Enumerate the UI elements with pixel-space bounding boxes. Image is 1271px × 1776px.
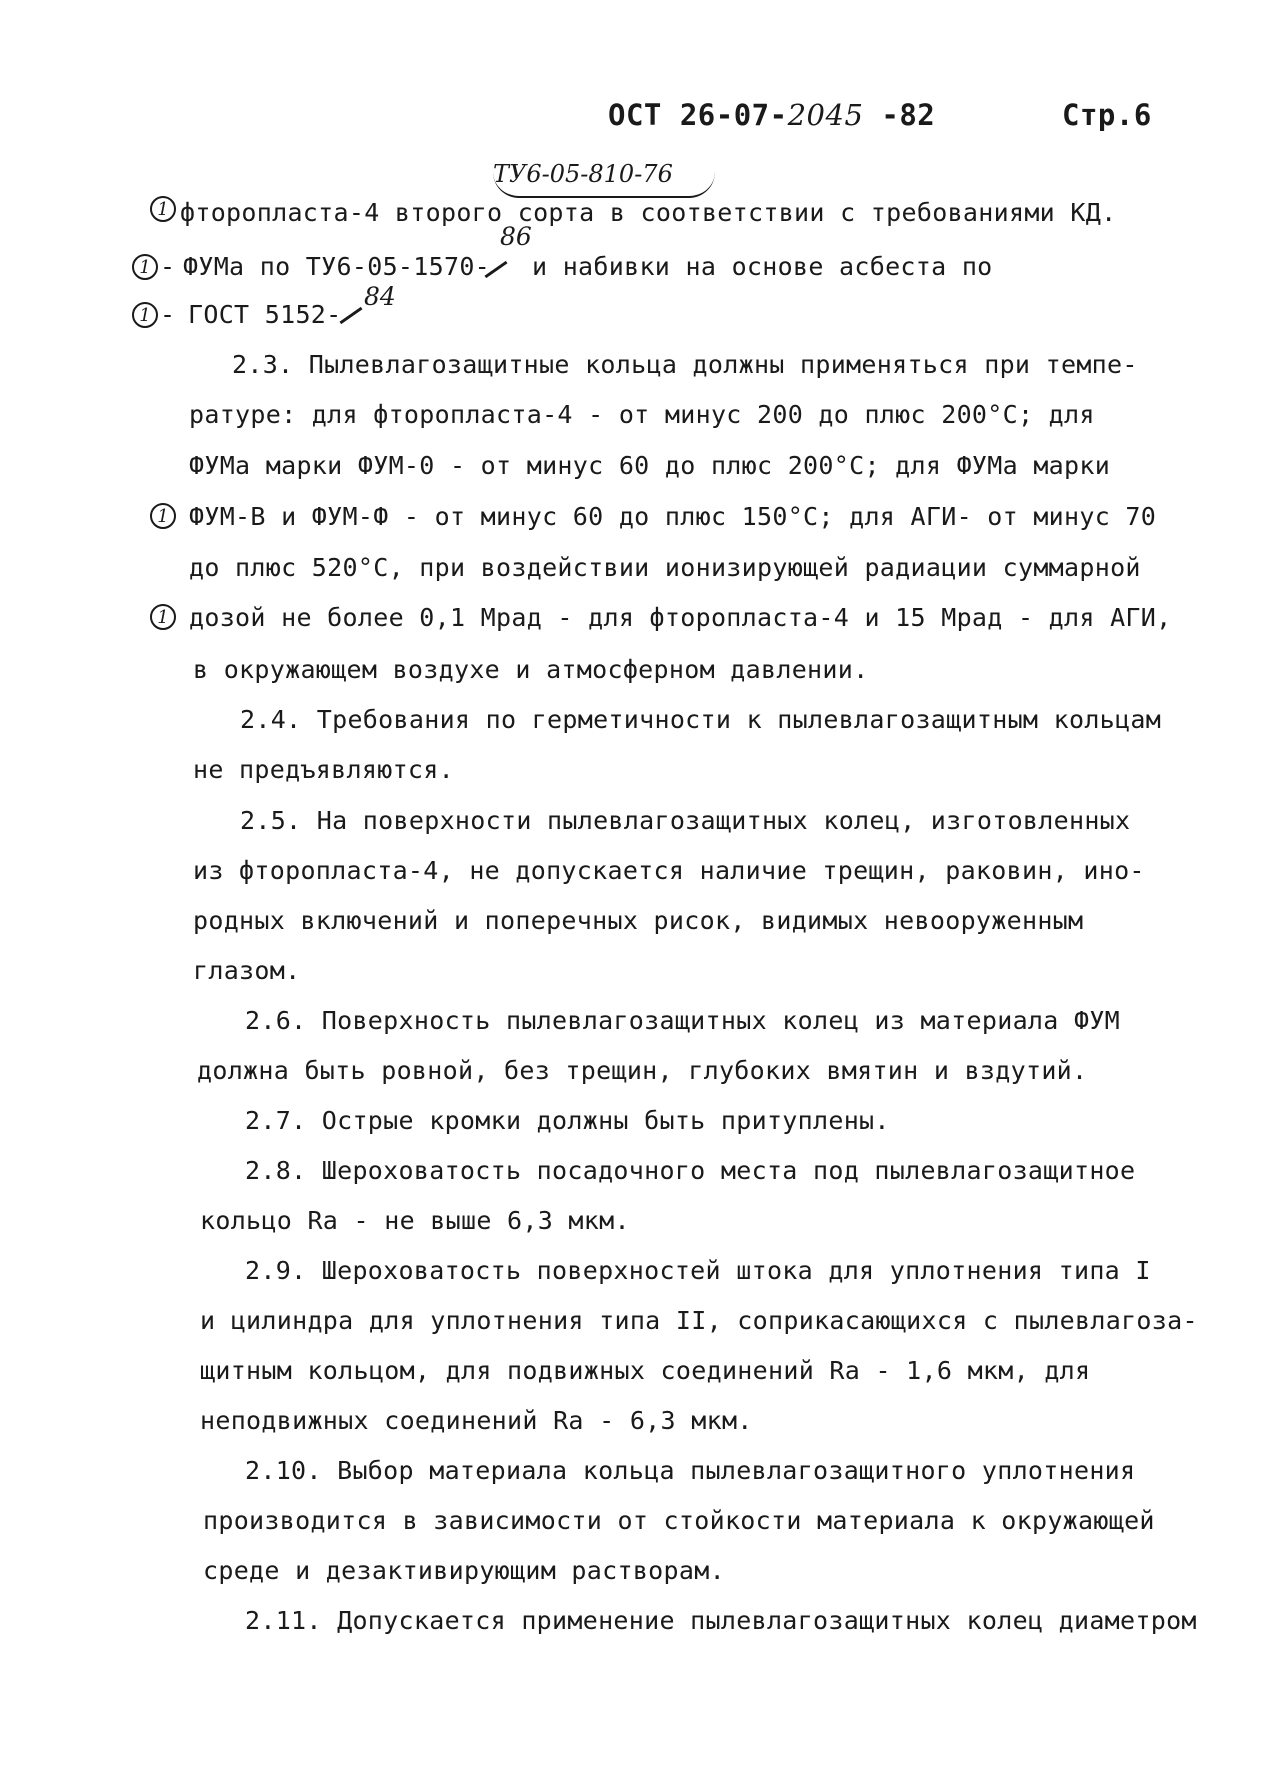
handwritten-year-84: 84 <box>364 282 396 311</box>
text-line: 2.6. Поверхность пылевлагозащитных колец из материала ФУМ <box>245 1006 1121 1035</box>
text-line: щитным кольцом, для подвижных соединений Rа - 1,6 мкм, для <box>200 1356 1091 1385</box>
text-line: ГОСТ 5152- <box>188 300 342 329</box>
standard-prefix: ОСТ 26-07- <box>608 98 788 132</box>
text-line: должна быть ровной, без трещин, глубоких вмятин и вздутий. <box>197 1056 1088 1085</box>
revision-mark-icon: 1 <box>132 254 158 280</box>
text-line: 2.5. На поверхности пылевлагозащитных колец, изготовленных <box>240 806 1131 835</box>
standard-handwritten-number: 2045 <box>787 98 864 132</box>
text-line: 2.3. Пылевлагозащитные кольца должны применяться при темпе- <box>232 350 1138 379</box>
text-line: производится в зависимости от стойкости материала к окружающей <box>203 1506 1155 1535</box>
handwritten-tu-insert: ТУ6-05-810-76 <box>493 160 673 188</box>
text-line: ФУМа по ТУ6-05-1570- <box>183 252 491 281</box>
standard-suffix: -82 <box>863 98 936 132</box>
revision-dash: - <box>160 300 176 329</box>
text-line: ФУМа марки ФУМ-0 - от минус 60 до плюс 200°С; для ФУМа марки <box>189 451 1111 480</box>
text-line: среде и дезактивирующим растворам. <box>203 1556 725 1585</box>
text-line: родных включений и поперечных рисок, видимых невооруженным <box>193 906 1084 935</box>
text-line: в окружающем воздухе и атмосферном давлении. <box>193 655 869 684</box>
text-line: ФУМ-В и ФУМ-Ф - от минус 60 до плюс 150°С; для АГИ- от минус 70 <box>189 502 1157 531</box>
text-line: и набивки на основе асбеста по <box>532 252 993 281</box>
revision-dash: - <box>160 252 176 281</box>
strike-out-mark <box>339 307 362 324</box>
text-line: из фторопласта-4, не допускается наличие трещин, раковин, ино- <box>193 856 1145 885</box>
text-line: фторопласта-4 второго сорта в соответствии с требованиями КД. <box>180 198 1117 227</box>
text-line: 2.9. Шероховатость поверхностей штока для уплотнения типа I <box>245 1256 1151 1285</box>
insertion-arc <box>493 172 715 198</box>
text-line: ратуре: для фторопласта-4 - от минус 200 до плюс 200°С; для <box>189 400 1095 429</box>
text-line: до плюс 520°С, при воздействии ионизирующей радиации суммарной <box>189 553 1141 582</box>
revision-mark-icon: 1 <box>150 196 176 222</box>
text-line: неподвижных соединений Rа - 6,3 мкм. <box>200 1406 753 1435</box>
text-line: глазом. <box>193 956 301 985</box>
text-line: 2.10. Выбор материала кольца пылевлагозащитного уплотнения <box>245 1456 1136 1485</box>
text-line: 2.8. Шероховатость посадочного места под пылевлагозащитное <box>245 1156 1136 1185</box>
text-line: дозой не более 0,1 Мрад - для фторопласта-4 и 15 Мрад - для АГИ, <box>189 603 1172 632</box>
text-line: 2.4. Требования по герметичности к пылевлагозащитным кольцам <box>240 705 1162 734</box>
text-line: кольцо Rа - не выше 6,3 мкм. <box>200 1206 630 1235</box>
handwritten-year-86: 86 <box>500 222 532 251</box>
text-line: не предъявляются. <box>193 755 454 784</box>
page-number: Стр.6 <box>1062 98 1152 132</box>
standard-number <box>608 98 935 132</box>
revision-mark-icon: 1 <box>132 302 158 328</box>
revision-mark-icon: 1 <box>150 503 176 529</box>
text-line: 2.11. Допускается применение пылевлагозащитных колец диаметром <box>245 1606 1197 1635</box>
revision-mark-icon: 1 <box>150 604 176 630</box>
text-line: 2.7. Острые кромки должны быть притуплены. <box>245 1106 890 1135</box>
text-line: и цилиндра для уплотнения типа II, соприкасающихся с пылевлагоза- <box>200 1306 1198 1335</box>
